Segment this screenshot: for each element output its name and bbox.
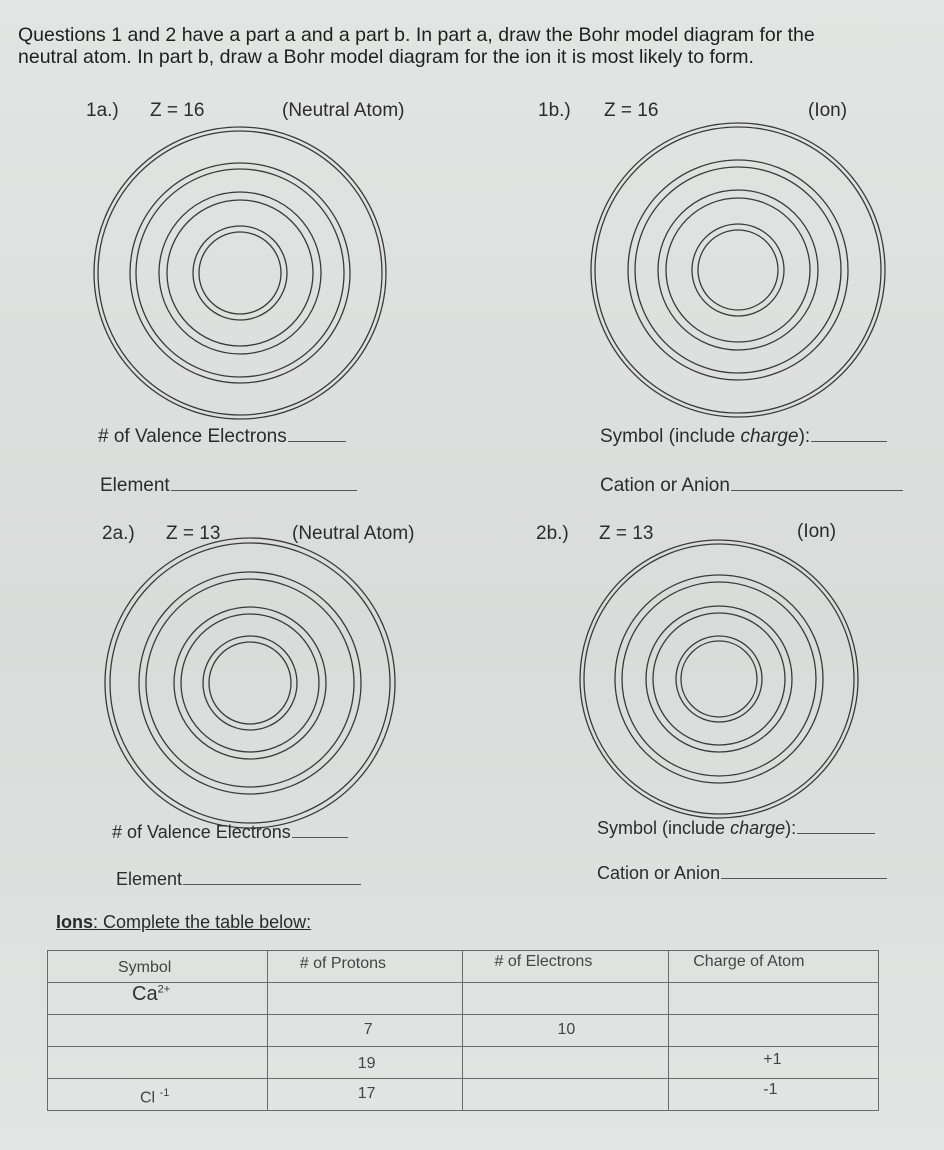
row4-charge: -1 (763, 1081, 778, 1098)
q2a-element-label: Element (116, 869, 183, 889)
q2a-valence-blank[interactable] (292, 821, 348, 838)
row3-protons-cell[interactable] (267, 1047, 463, 1079)
header-cell-symbol (48, 951, 268, 983)
bohr-diagram-2b[interactable] (580, 540, 880, 820)
row1-symbol-text: Ca (132, 983, 158, 1005)
q1a-z: Z = 16 (150, 100, 205, 121)
q1a-element-blank[interactable] (171, 474, 357, 491)
header-symbol: Symbol (118, 959, 172, 976)
q1b-cation-label: Cation or Anion (600, 475, 730, 496)
row4-electrons-cell[interactable] (463, 1079, 669, 1111)
q2a-element-blank[interactable] (183, 868, 361, 885)
q1a-valence-blank[interactable] (288, 425, 346, 442)
row4-charge-cell[interactable] (669, 1079, 879, 1111)
q1b-symbol-blank[interactable] (811, 425, 887, 442)
q2a-type: (Neutral Atom) (292, 523, 415, 544)
row2-protons: 7 (363, 1021, 373, 1038)
q2a-element-row (116, 868, 361, 890)
q2b-cation-row (597, 862, 887, 884)
q1b-symbol-end: ): (798, 426, 811, 447)
table-row (48, 983, 879, 1015)
row4-protons: 17 (357, 1085, 376, 1102)
instructions-line-2: neutral atom. In part b, draw a Bohr model diagram for the ion it is most likely to form. (18, 46, 754, 68)
row1-symbol-cell[interactable] (48, 983, 268, 1015)
table-row (48, 1079, 879, 1111)
q1a-valence-row (98, 425, 346, 448)
q2a-valence-row (112, 821, 348, 843)
q1a-number: 1a.) (86, 100, 119, 121)
q2b-symbol-blank[interactable] (797, 817, 875, 834)
q1a-type: (Neutral Atom) (282, 100, 405, 121)
bohr-diagram-1b[interactable] (590, 118, 890, 420)
q2b-number: 2b.) (536, 523, 569, 544)
header-charge: Charge of Atom (693, 953, 805, 970)
row3-protons: 19 (357, 1055, 376, 1072)
row4-protons-cell[interactable] (267, 1079, 463, 1111)
row4-symbol-sup: -1 (159, 1087, 170, 1099)
q2b-symbol-end: ): (785, 818, 797, 838)
q2a-valence-label: # of Valence Electrons (112, 822, 291, 842)
q2b-cation-label: Cation or Anion (597, 863, 721, 883)
header-cell-electrons (463, 951, 669, 983)
ions-header-row (48, 951, 879, 983)
row4-symbol (140, 1087, 169, 1107)
row2-electrons-cell[interactable] (463, 1015, 669, 1047)
ions-title-rest: : Complete the table below: (93, 912, 312, 932)
row3-charge: +1 (763, 1051, 782, 1068)
ions-section-title (56, 912, 311, 933)
ions-title-bold: Ions (56, 912, 94, 932)
header-cell-charge (669, 951, 879, 983)
q2b-symbol-row (597, 817, 875, 839)
q2b-cation-blank[interactable] (721, 862, 887, 879)
q1b-z: Z = 16 (604, 100, 659, 121)
row3-charge-cell[interactable] (669, 1047, 879, 1079)
bohr-diagram-2a[interactable] (102, 538, 402, 828)
q1a-valence-label: # of Valence Electrons (98, 426, 287, 447)
header-cell-protons (267, 951, 463, 983)
q2b-symbol-label: Symbol (include (597, 818, 731, 838)
instructions (18, 24, 815, 68)
row1-symbol (132, 983, 170, 1006)
row3-symbol-cell[interactable] (48, 1047, 268, 1079)
row1-symbol-sup: 2+ (157, 983, 171, 996)
q2b-z: Z = 13 (599, 523, 654, 544)
row2-electrons: 10 (557, 1021, 576, 1038)
q1b-cation-blank[interactable] (731, 474, 903, 491)
row2-charge-cell[interactable] (669, 1015, 879, 1047)
instructions-line-1: Questions 1 and 2 have a part a and a part b. In part a, draw the Bohr model diagram for the (18, 24, 815, 46)
row2-symbol-cell[interactable] (48, 1015, 268, 1047)
row4-symbol-cell[interactable] (48, 1079, 268, 1111)
table-row (48, 1047, 879, 1079)
q1b-symbol-row (600, 425, 887, 448)
bohr-diagram-1a[interactable] (92, 118, 392, 420)
table-row (48, 1015, 879, 1047)
header-electrons: # of Electrons (494, 953, 593, 970)
q1a-element-label: Element (100, 475, 170, 496)
row1-protons-cell[interactable] (267, 983, 463, 1015)
ions-table (47, 950, 879, 1111)
q1b-symbol-label: Symbol (include (600, 426, 741, 447)
q1b-type: (Ion) (808, 100, 848, 121)
q1a-element-row (100, 474, 357, 497)
q2a-number: 2a.) (102, 523, 135, 544)
q2b-symbol-charge: charge (730, 818, 786, 838)
row1-electrons-cell[interactable] (463, 983, 669, 1015)
row2-protons-cell[interactable] (267, 1015, 463, 1047)
row1-charge-cell[interactable] (669, 983, 879, 1015)
row3-electrons-cell[interactable] (463, 1047, 669, 1079)
q1b-cation-row (600, 474, 903, 497)
row4-symbol-text: Cl (140, 1089, 156, 1107)
q2b-type: (Ion) (797, 521, 837, 542)
q2a-z: Z = 13 (166, 523, 221, 544)
q1b-number: 1b.) (538, 100, 571, 121)
header-protons: # of Protons (299, 955, 387, 972)
q1b-symbol-charge: charge (740, 426, 799, 447)
